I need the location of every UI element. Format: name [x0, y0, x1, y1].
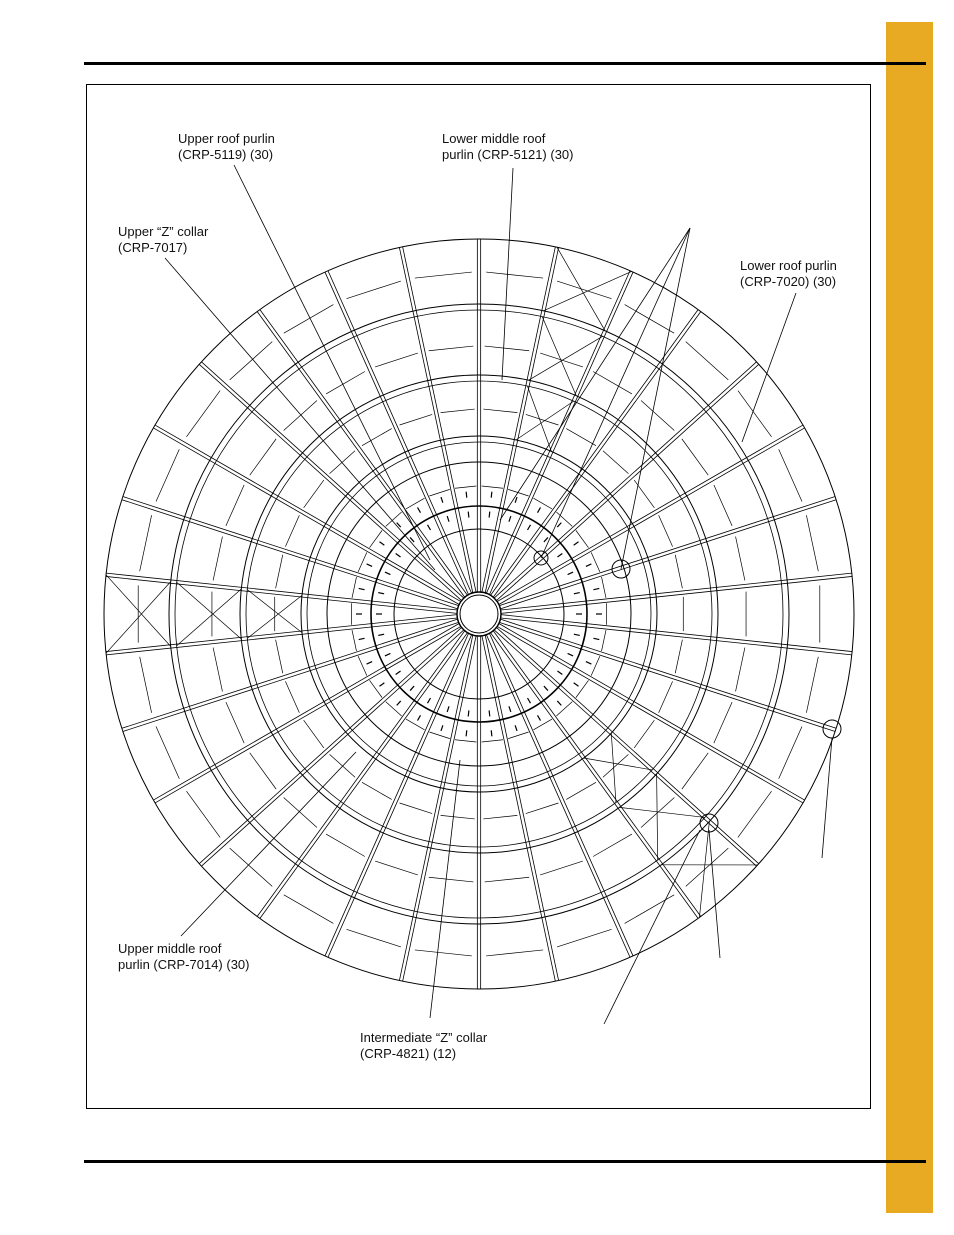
purlin-segment [304, 720, 324, 748]
purlin-segment [375, 861, 418, 875]
purlin-segment [346, 929, 400, 947]
rafter-line [482, 247, 555, 592]
purlin-segment [566, 429, 596, 446]
collar-tick [447, 706, 449, 712]
collar-tick [557, 553, 562, 557]
purlin-segment [485, 877, 530, 882]
purlin-segment [682, 753, 708, 789]
purlin-segment [415, 272, 472, 278]
callout-lower-roof-purlin [740, 258, 837, 290]
purlin-segment [634, 480, 654, 508]
purlin-segment [714, 485, 732, 526]
collar-tick [397, 701, 401, 705]
purlin-segment [213, 537, 222, 581]
collar-tick [509, 516, 511, 522]
rafter-line [491, 633, 699, 919]
collar-tick [574, 634, 580, 635]
purlin-segment [736, 537, 745, 581]
roof-ring [240, 375, 718, 853]
rafter-line [403, 247, 476, 592]
purlin-segment [576, 530, 589, 547]
collar-tick [557, 523, 561, 527]
collar-tick [428, 698, 431, 703]
collar-tick [385, 572, 390, 574]
callout-line: (CRP-7017) [118, 240, 188, 255]
callout-intermediate-z-collar [360, 1030, 487, 1062]
purlin-segment [482, 486, 503, 488]
purlin-segment [140, 515, 152, 571]
callout-upper-roof-purlin [178, 131, 275, 163]
purlin-segment [250, 753, 276, 789]
purlin-segment [304, 480, 324, 508]
purlin-segment [429, 732, 449, 739]
purlin-segment [779, 449, 802, 501]
rafter-line [489, 633, 633, 956]
purlin-segment [362, 782, 392, 799]
collar-tick [410, 686, 414, 690]
collar-tick [379, 542, 384, 546]
purlin-segment [526, 803, 559, 814]
purlin-segment [352, 577, 356, 598]
purlin-segment [738, 391, 772, 437]
purlin-segment [738, 791, 772, 837]
rafter-line [153, 428, 459, 605]
callout-upper-z-collar [118, 224, 208, 256]
purlin-segment [483, 815, 517, 819]
callout-line: Upper middle roof [118, 941, 222, 956]
roof-ring [246, 381, 712, 847]
purlin-segment [576, 680, 589, 697]
callout-line: (CRP-4821) (12) [360, 1046, 457, 1061]
rafter-line [155, 425, 461, 602]
purlin-segment [375, 353, 418, 367]
rafter-line [499, 428, 805, 605]
callout-line: purlin (CRP-7014) (30) [118, 957, 250, 972]
purlin-segment [276, 640, 283, 674]
purlin-segment [806, 657, 818, 713]
purlin-segment [330, 451, 355, 474]
collar-tick [418, 507, 421, 512]
purlin-segment [370, 530, 383, 547]
brace-line [557, 247, 605, 331]
purlin-segment [285, 681, 299, 712]
purlin-segment [441, 815, 475, 819]
purlin-segment [641, 797, 674, 827]
collar-tick [491, 730, 492, 736]
collar-tick [396, 553, 401, 557]
collar-tick [367, 662, 372, 664]
collar-tick [378, 593, 384, 594]
collar-tick [378, 634, 384, 635]
purlin-segment [659, 681, 673, 712]
purlin-segment [593, 372, 632, 394]
purlin-segment [370, 680, 383, 697]
purlin-segment [386, 702, 402, 716]
leader-line [430, 760, 460, 1018]
purlin-segment [714, 702, 732, 743]
collar-tick [509, 706, 511, 712]
purlin-segment [284, 895, 334, 924]
purlin-segment [591, 656, 600, 676]
callout-line: Upper “Z” collar [118, 224, 209, 239]
purlin-segment [441, 409, 475, 413]
rafter-line [497, 626, 803, 803]
rafter-line [123, 622, 459, 731]
purlin-segment [415, 950, 472, 956]
purlin-segment [485, 346, 530, 351]
rafter-line [201, 362, 463, 598]
purlin-segment [284, 401, 317, 431]
purlin-segment [406, 719, 425, 730]
roof-ring [301, 436, 657, 792]
collar-tick [410, 537, 414, 541]
callout-line: Lower roof purlin [740, 258, 837, 273]
purlin-segment [486, 950, 543, 956]
roof-ring [104, 239, 854, 989]
roof-ring [169, 304, 789, 924]
purlin-segment [429, 489, 449, 496]
roof-rafters [106, 239, 852, 989]
purlin-segment [455, 486, 476, 488]
purlin-segment [486, 272, 543, 278]
collar-tick [489, 710, 490, 716]
purlin-segment [483, 409, 517, 413]
purlin-segment [386, 512, 402, 526]
purlin-segment [230, 848, 273, 886]
brace-line [542, 317, 576, 396]
purlin-segment [591, 552, 600, 572]
collar-tick [586, 564, 591, 566]
purlin-segment [556, 702, 572, 716]
collar-tick [515, 725, 517, 731]
callout-line: Intermediate “Z” collar [360, 1030, 488, 1045]
purlin-segment [540, 861, 583, 875]
purlin-segment [593, 834, 632, 856]
purlin-segment [779, 726, 802, 778]
purlin-segment [675, 640, 682, 674]
rafter-line [155, 626, 461, 803]
purlin-segment [285, 515, 299, 546]
purlin-segment [156, 449, 179, 501]
purlin-segment [326, 372, 365, 394]
rafter-line [257, 312, 464, 598]
purlin-segment [326, 834, 365, 856]
collar-tick [528, 525, 531, 530]
rafter-line [499, 497, 835, 606]
rafter-line [501, 576, 852, 613]
rafter-line [260, 310, 468, 596]
collar-tick [574, 683, 579, 687]
purlin-segment [526, 414, 559, 425]
collar-tick [574, 542, 579, 546]
purlin-segment [736, 648, 745, 692]
purlin-segment [213, 648, 222, 692]
collar-tick [447, 516, 449, 522]
brace-line [611, 733, 616, 802]
callout-line: Upper roof purlin [178, 131, 275, 146]
callout-line: (CRP-7020) (30) [740, 274, 837, 289]
purlin-segment [346, 281, 400, 299]
purlin-segment [675, 555, 682, 589]
roof-ring [371, 506, 587, 722]
collar-tick [489, 512, 490, 518]
leader-line [621, 228, 690, 569]
purlin-segment [358, 656, 367, 676]
purlin-segment [603, 754, 628, 777]
roof-ring [175, 310, 783, 918]
brace-line [657, 774, 658, 860]
purlin-segment [330, 754, 355, 777]
rafter-line [257, 631, 464, 917]
purlin-segment [602, 630, 606, 651]
rafter-line [493, 631, 700, 917]
detail-circle [823, 720, 841, 738]
collar-tick [441, 725, 443, 731]
purlin-segment [533, 498, 552, 509]
collar-tick [418, 715, 421, 720]
collar-tick [557, 701, 561, 705]
collar-tick [441, 497, 443, 503]
leader-line [822, 738, 832, 858]
collar-tick [428, 525, 431, 530]
purlin-segment [602, 577, 606, 598]
purlin-segment [226, 485, 244, 526]
purlin-segment [641, 401, 674, 431]
purlin-segment [226, 702, 244, 743]
purlin-segment [250, 439, 276, 475]
roof-ring [457, 592, 501, 636]
collar-tick [359, 588, 365, 589]
purlin-segment [284, 305, 334, 334]
roof-ring [460, 595, 498, 633]
collar-tick [586, 662, 591, 664]
rafter-line [123, 497, 459, 606]
purlin-segment [400, 803, 433, 814]
purlin-segment [659, 515, 673, 546]
collar-tick [367, 564, 372, 566]
purlin-segment [429, 346, 474, 351]
collar-tick [557, 671, 562, 675]
brace-line [529, 336, 603, 380]
purlin-segment [686, 342, 729, 380]
callout-line: Lower middle roof [442, 131, 546, 146]
callout-lower-middle-roof-purlin [442, 131, 574, 163]
brace-line [177, 589, 242, 646]
collar-tick [568, 653, 573, 655]
wind-bracing [106, 247, 758, 917]
purlin-segment [540, 353, 583, 367]
callout-line: (CRP-5119) (30) [178, 147, 274, 162]
purlin-segment [682, 439, 708, 475]
purlin-segment [533, 719, 552, 730]
purlin-rings [104, 239, 854, 989]
collar-tick [468, 710, 469, 716]
purlin-segment [508, 489, 528, 496]
brace-line [699, 821, 709, 917]
collar-tick [544, 537, 548, 541]
collar-tick [466, 730, 467, 736]
purlin-segment [358, 552, 367, 572]
purlin-segment [566, 782, 596, 799]
collar-tick [491, 492, 492, 498]
purlin-segment [140, 657, 152, 713]
purlin-segment [406, 498, 425, 509]
rafter-line [403, 636, 476, 981]
callout-line: purlin (CRP-5121) (30) [442, 147, 574, 162]
purlin-segment [400, 414, 433, 425]
rafter-line [325, 272, 469, 595]
collar-tick [515, 497, 517, 503]
purlin-segment [276, 555, 283, 589]
rafter-line [494, 630, 756, 866]
rafter-line [153, 624, 459, 801]
leader-line [181, 752, 356, 936]
collar-tick [538, 507, 541, 512]
callout-upper-middle-roof-purlin [118, 941, 250, 973]
purlin-segment [625, 895, 675, 924]
leader-line [709, 830, 720, 958]
rafter-line [493, 312, 700, 598]
purlin-segment [429, 877, 474, 882]
rafter-line [501, 615, 852, 652]
rafter-line [325, 633, 469, 956]
rafter-line [494, 362, 756, 598]
leader-line [541, 228, 690, 558]
collar-tick [593, 588, 599, 589]
purlin-segment [455, 740, 476, 742]
rafter-line [499, 622, 835, 731]
purlin-segment [686, 848, 729, 886]
rafter-line [489, 272, 633, 595]
collar-tick [396, 671, 401, 675]
collar-tick [385, 653, 390, 655]
collar-tick [538, 715, 541, 720]
purlin-segment [634, 720, 654, 748]
roof-ring [394, 529, 564, 699]
purlin-segment [186, 791, 220, 837]
rafter-line [260, 633, 468, 919]
collar-tick [544, 686, 548, 690]
rafter-line [482, 636, 555, 981]
collar-tick [568, 572, 573, 574]
purlin-segment [482, 740, 503, 742]
purlin-segment [352, 630, 356, 651]
rafter-line [497, 425, 803, 602]
purlin-segment [806, 515, 818, 571]
collar-tick [593, 638, 599, 639]
collar-tick [379, 683, 384, 687]
purlin-segment [186, 391, 220, 437]
purlin-segment [508, 732, 528, 739]
collar-tick [528, 698, 531, 703]
rafter-line [499, 624, 805, 801]
collar-tick [574, 593, 580, 594]
purlin-segment [603, 451, 628, 474]
rafter-line [491, 310, 699, 596]
purlin-segment [156, 726, 179, 778]
collar-tick [359, 638, 365, 639]
brace-line [177, 582, 242, 639]
collar-tick [468, 512, 469, 518]
purlin-segment [557, 929, 611, 947]
rafter-line [201, 630, 463, 866]
collar-tick [466, 492, 467, 498]
leader-line [234, 165, 430, 560]
roof-ring [327, 462, 631, 766]
brace-line [584, 758, 653, 770]
